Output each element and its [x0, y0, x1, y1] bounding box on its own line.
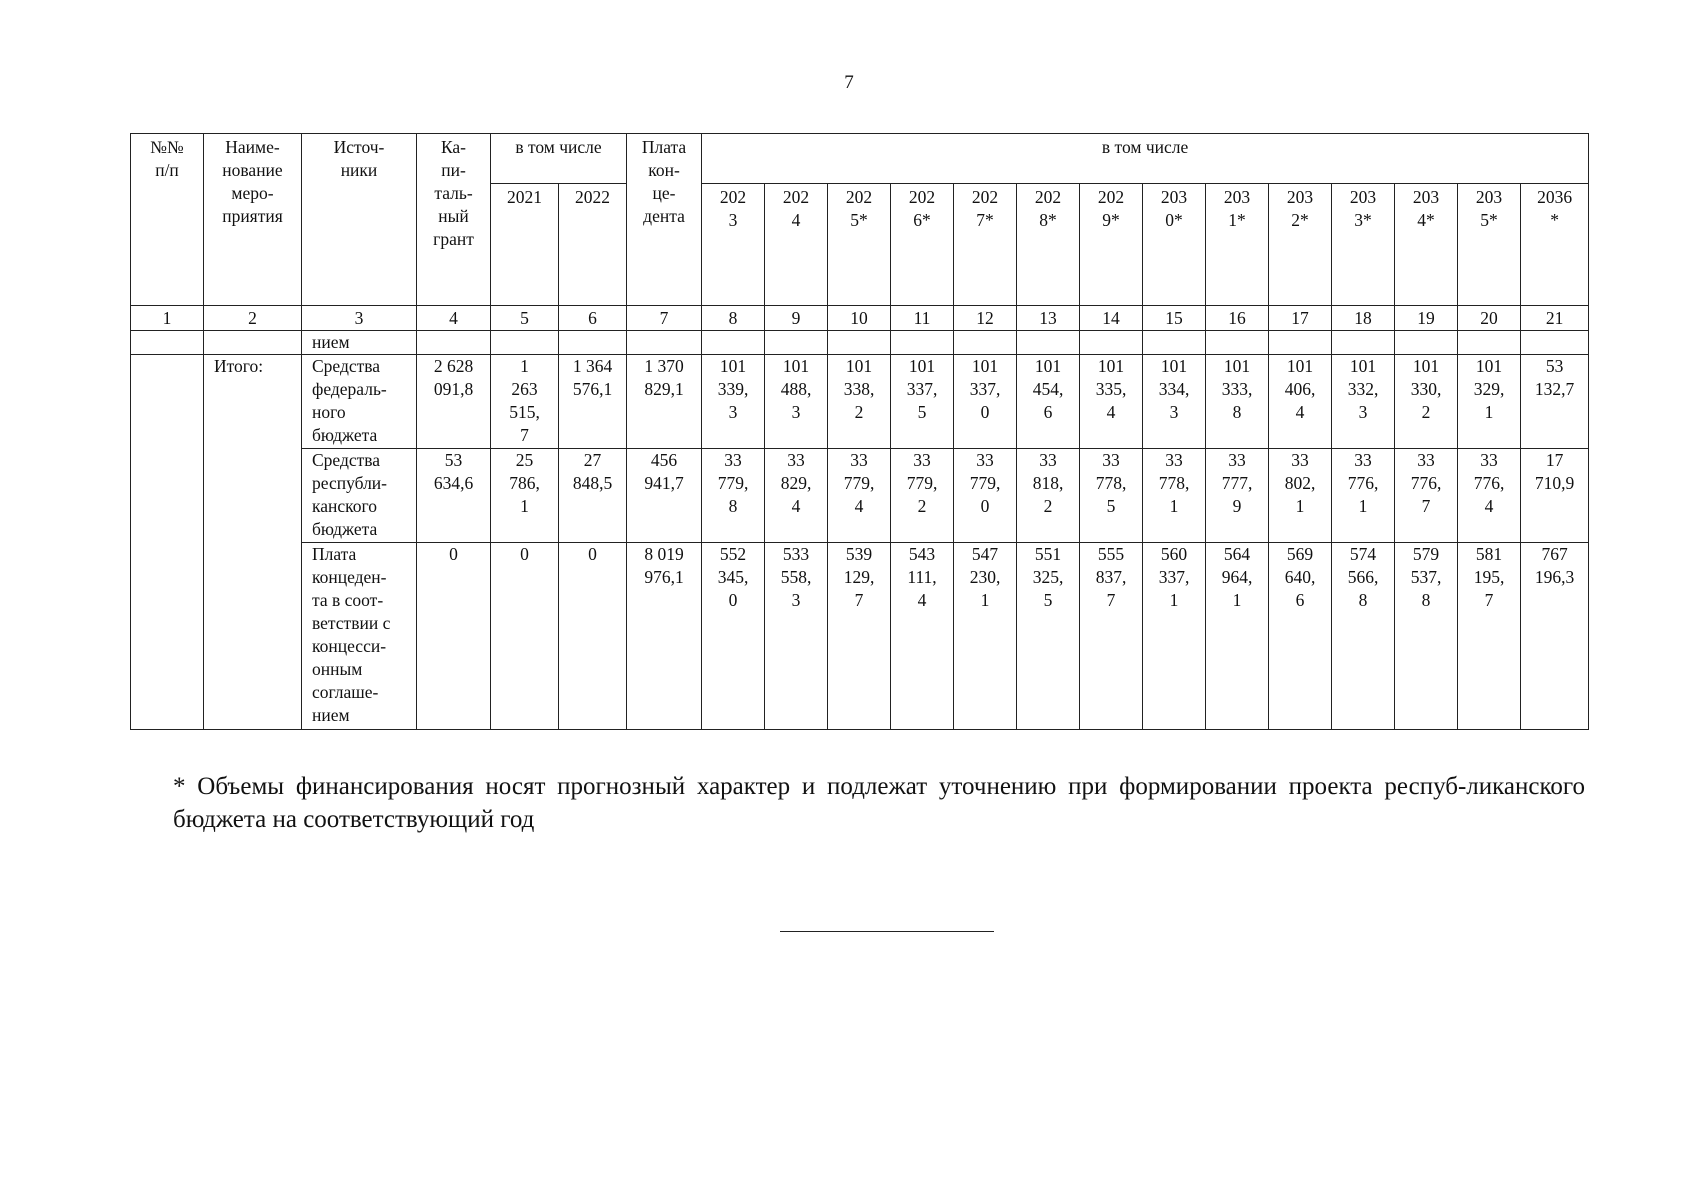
value-2022: 1 364 576,1 [559, 355, 627, 449]
fee-value: 8 019 976,1 [627, 543, 702, 730]
year-value: 101 406, 4 [1269, 355, 1332, 449]
header-year: 202 8* [1017, 184, 1080, 306]
header-year: 202 4 [765, 184, 828, 306]
year-value: 101 335, 4 [1080, 355, 1143, 449]
year-value: 101 333, 8 [1206, 355, 1269, 449]
header-measure-name: Наиме- нование меро- приятия [204, 134, 302, 306]
year-value: 101 334, 3 [1143, 355, 1206, 449]
year-value: 33 779, 8 [702, 449, 765, 543]
year-value: 569 640, 6 [1269, 543, 1332, 730]
grant-value: 2 628 091,8 [417, 355, 491, 449]
source-name: Средства федераль- ного бюджета [302, 355, 417, 449]
column-number: 20 [1458, 306, 1521, 331]
year-value: 101 488, 3 [765, 355, 828, 449]
value-2022: 27 848,5 [559, 449, 627, 543]
header-concedent-fee: Плата кон- це- дента [627, 134, 702, 306]
header-sources: Источ- ники [302, 134, 417, 306]
column-number: 9 [765, 306, 828, 331]
column-number: 11 [891, 306, 954, 331]
year-value: 539 129, 7 [828, 543, 891, 730]
header-year: 202 7* [954, 184, 1017, 306]
footnote: * Объемы финансирования носят прогнозный характер и подлежат уточнению при формировании проекта респуб-ликанского бюджета на соответствующий год [173, 773, 1585, 833]
year-value: 33 776, 4 [1458, 449, 1521, 543]
grant-value: 0 [417, 543, 491, 730]
fee-value: 1 370 829,1 [627, 355, 702, 449]
value-2021: 25 786, 1 [491, 449, 559, 543]
financing-table [130, 133, 1589, 730]
column-number: 6 [559, 306, 627, 331]
year-value: 767 196,3 [1521, 543, 1589, 730]
continuation-text: нием [302, 331, 417, 355]
header-year: 203 4* [1395, 184, 1458, 306]
table-row [131, 449, 1589, 543]
header-number: №№ п/п [131, 134, 204, 306]
header-year: 203 3* [1332, 184, 1395, 306]
total-label: Итого: [204, 355, 302, 730]
header-including-fee: в том числе [702, 134, 1589, 184]
year-value: 574 566, 8 [1332, 543, 1395, 730]
year-value: 33 779, 2 [891, 449, 954, 543]
grant-value: 53 634,6 [417, 449, 491, 543]
header-year: 202 3 [702, 184, 765, 306]
year-value: 560 337, 1 [1143, 543, 1206, 730]
header-year: 202 6* [891, 184, 954, 306]
page-number: 7 [844, 72, 854, 93]
source-name: Средства республи- канского бюджета [302, 449, 417, 543]
value-2022: 0 [559, 543, 627, 730]
fee-value: 456 941,7 [627, 449, 702, 543]
year-value: 33 778, 5 [1080, 449, 1143, 543]
header-year: 203 5* [1458, 184, 1521, 306]
year-value: 564 964, 1 [1206, 543, 1269, 730]
header-year-2021: 2021 [491, 184, 559, 306]
column-number: 1 [131, 306, 204, 331]
year-value: 552 345, 0 [702, 543, 765, 730]
year-value: 33 776, 1 [1332, 449, 1395, 543]
year-value: 101 337, 0 [954, 355, 1017, 449]
column-number: 13 [1017, 306, 1080, 331]
year-value: 101 454, 6 [1017, 355, 1080, 449]
column-number: 17 [1269, 306, 1332, 331]
header-year: 202 5* [828, 184, 891, 306]
column-number: 3 [302, 306, 417, 331]
year-value: 33 829, 4 [765, 449, 828, 543]
column-number: 5 [491, 306, 559, 331]
column-number: 12 [954, 306, 1017, 331]
year-value: 101 337, 5 [891, 355, 954, 449]
year-value: 33 779, 0 [954, 449, 1017, 543]
year-value: 533 558, 3 [765, 543, 828, 730]
header-row-1 [131, 134, 1589, 184]
source-name: Плата концеден- та в соот- ветствии с концесси- онным соглаше- нием [302, 543, 417, 730]
column-number: 2 [204, 306, 302, 331]
year-value: 579 537, 8 [1395, 543, 1458, 730]
column-number: 7 [627, 306, 702, 331]
header-year: 2036 * [1521, 184, 1589, 306]
closing-rule [780, 931, 994, 932]
year-value: 33 802, 1 [1269, 449, 1332, 543]
column-number: 10 [828, 306, 891, 331]
table-row [131, 355, 1589, 449]
year-value: 101 329, 1 [1458, 355, 1521, 449]
column-number: 19 [1395, 306, 1458, 331]
header-year-2022: 2022 [559, 184, 627, 306]
year-value: 17 710,9 [1521, 449, 1589, 543]
year-value: 33 818, 2 [1017, 449, 1080, 543]
value-2021: 0 [491, 543, 559, 730]
column-number: 15 [1143, 306, 1206, 331]
continuation-row [131, 331, 1589, 355]
column-number: 4 [417, 306, 491, 331]
header-year: 203 0* [1143, 184, 1206, 306]
year-value: 101 339, 3 [702, 355, 765, 449]
header-year: 203 2* [1269, 184, 1332, 306]
column-number: 8 [702, 306, 765, 331]
year-value: 101 330, 2 [1395, 355, 1458, 449]
header-capital-grant: Ка- пи- таль- ный грант [417, 134, 491, 306]
year-value: 33 776, 7 [1395, 449, 1458, 543]
column-numbering-row [131, 306, 1589, 331]
year-value: 33 779, 4 [828, 449, 891, 543]
year-value: 101 338, 2 [828, 355, 891, 449]
header-year: 202 9* [1080, 184, 1143, 306]
column-number: 14 [1080, 306, 1143, 331]
year-value: 101 332, 3 [1332, 355, 1395, 449]
table-row [131, 543, 1589, 730]
year-value: 547 230, 1 [954, 543, 1017, 730]
year-value: 581 195, 7 [1458, 543, 1521, 730]
year-value: 551 325, 5 [1017, 543, 1080, 730]
column-number: 16 [1206, 306, 1269, 331]
year-value: 33 777, 9 [1206, 449, 1269, 543]
value-2021: 1 263 515, 7 [491, 355, 559, 449]
column-number: 21 [1521, 306, 1589, 331]
header-including-grant: в том числе [491, 134, 627, 184]
year-value: 555 837, 7 [1080, 543, 1143, 730]
column-number: 18 [1332, 306, 1395, 331]
year-value: 33 778, 1 [1143, 449, 1206, 543]
year-value: 543 111, 4 [891, 543, 954, 730]
year-value: 53 132,7 [1521, 355, 1589, 449]
header-year: 203 1* [1206, 184, 1269, 306]
